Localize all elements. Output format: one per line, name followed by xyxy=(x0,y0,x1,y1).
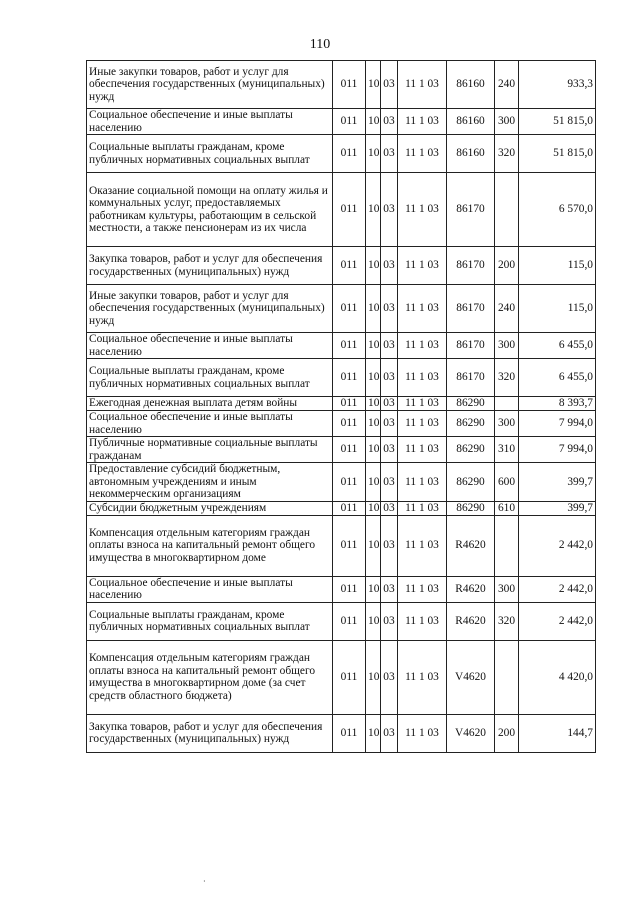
row-section: 10 xyxy=(366,463,381,502)
row-grbs: 011 xyxy=(333,437,366,463)
row-amount: 115,0 xyxy=(519,247,596,285)
table-row xyxy=(87,576,596,602)
row-target-article: 11 1 03 xyxy=(398,714,447,752)
row-section: 10 xyxy=(366,109,381,135)
row-subsection: 03 xyxy=(381,285,398,333)
row-target-article: 11 1 03 xyxy=(398,135,447,173)
row-section: 10 xyxy=(366,135,381,173)
row-article-code: V4620 xyxy=(447,714,495,752)
row-name: Ежегодная денежная выплата детям войны xyxy=(87,397,333,411)
row-expense-type: 320 xyxy=(495,359,519,397)
row-amount: 6 570,0 xyxy=(519,173,596,247)
table-row xyxy=(87,247,596,285)
table-row xyxy=(87,515,596,576)
row-grbs: 011 xyxy=(333,333,366,359)
row-expense-type: 320 xyxy=(495,135,519,173)
row-grbs: 011 xyxy=(333,359,366,397)
row-section: 10 xyxy=(366,714,381,752)
table-row xyxy=(87,61,596,109)
row-grbs: 011 xyxy=(333,576,366,602)
row-amount: 2 442,0 xyxy=(519,576,596,602)
row-amount: 144,7 xyxy=(519,714,596,752)
row-name: Закупка товаров, работ и услуг для обеспечения государственных (муниципальных) нужд xyxy=(87,714,333,752)
row-target-article: 11 1 03 xyxy=(398,359,447,397)
row-expense-type: 320 xyxy=(495,602,519,640)
row-target-article: 11 1 03 xyxy=(398,640,447,714)
row-expense-type: 300 xyxy=(495,109,519,135)
row-expense-type: 310 xyxy=(495,437,519,463)
row-name: Закупка товаров, работ и услуг для обеспечения государственных (муниципальных) нужд xyxy=(87,247,333,285)
row-subsection: 03 xyxy=(381,463,398,502)
row-name: Публичные нормативные социальные выплаты гражданам xyxy=(87,437,333,463)
row-target-article: 11 1 03 xyxy=(398,397,447,411)
table-row xyxy=(87,135,596,173)
row-target-article: 11 1 03 xyxy=(398,602,447,640)
row-name: Социальное обеспечение и иные выплаты населению xyxy=(87,411,333,437)
row-section: 10 xyxy=(366,61,381,109)
row-expense-type: 300 xyxy=(495,576,519,602)
row-expense-type: 240 xyxy=(495,285,519,333)
row-grbs: 011 xyxy=(333,714,366,752)
budget-table xyxy=(86,60,596,753)
row-name: Оказание социальной помощи на оплату жилья и коммунальных услуг, предоставляемых работникам культуры, работающим в сельской местности, а также пенсионерам из их числа xyxy=(87,173,333,247)
row-grbs: 011 xyxy=(333,463,366,502)
row-grbs: 011 xyxy=(333,411,366,437)
table-row xyxy=(87,285,596,333)
row-article-code: V4620 xyxy=(447,640,495,714)
table-row xyxy=(87,397,596,411)
row-subsection: 03 xyxy=(381,173,398,247)
table-row xyxy=(87,173,596,247)
row-target-article: 11 1 03 xyxy=(398,501,447,515)
row-section: 10 xyxy=(366,173,381,247)
row-subsection: 03 xyxy=(381,515,398,576)
row-expense-type xyxy=(495,397,519,411)
row-article-code: 86290 xyxy=(447,397,495,411)
row-grbs: 011 xyxy=(333,397,366,411)
row-target-article: 11 1 03 xyxy=(398,109,447,135)
row-article-code: 86290 xyxy=(447,501,495,515)
row-grbs: 011 xyxy=(333,640,366,714)
row-subsection: 03 xyxy=(381,501,398,515)
row-section: 10 xyxy=(366,515,381,576)
row-expense-type xyxy=(495,640,519,714)
row-name: Иные закупки товаров, работ и услуг для обеспечения государственных (муниципальных) нужд xyxy=(87,61,333,109)
row-subsection: 03 xyxy=(381,359,398,397)
row-amount: 115,0 xyxy=(519,285,596,333)
row-article-code: 86290 xyxy=(447,437,495,463)
stray-mark: · xyxy=(203,877,206,886)
row-subsection: 03 xyxy=(381,576,398,602)
row-article-code: R4620 xyxy=(447,576,495,602)
row-grbs: 011 xyxy=(333,135,366,173)
row-amount: 8 393,7 xyxy=(519,397,596,411)
table-row xyxy=(87,640,596,714)
row-amount: 7 994,0 xyxy=(519,411,596,437)
row-name: Социальное обеспечение и иные выплаты населению xyxy=(87,576,333,602)
row-expense-type: 300 xyxy=(495,333,519,359)
row-name: Социальное обеспечение и иные выплаты населению xyxy=(87,109,333,135)
row-name: Социальные выплаты гражданам, кроме публичных нормативных социальных выплат xyxy=(87,135,333,173)
row-section: 10 xyxy=(366,576,381,602)
row-article-code: 86160 xyxy=(447,61,495,109)
row-amount: 933,3 xyxy=(519,61,596,109)
row-amount: 2 442,0 xyxy=(519,602,596,640)
row-name: Социальное обеспечение и иные выплаты населению xyxy=(87,333,333,359)
row-section: 10 xyxy=(366,359,381,397)
table-row xyxy=(87,333,596,359)
row-name: Иные закупки товаров, работ и услуг для обеспечения государственных (муниципальных) нужд xyxy=(87,285,333,333)
row-name: Субсидии бюджетным учреждениям xyxy=(87,501,333,515)
row-subsection: 03 xyxy=(381,247,398,285)
row-amount: 51 815,0 xyxy=(519,135,596,173)
row-name: Социальные выплаты гражданам, кроме публичных нормативных социальных выплат xyxy=(87,359,333,397)
row-amount: 6 455,0 xyxy=(519,333,596,359)
row-grbs: 011 xyxy=(333,173,366,247)
table-row xyxy=(87,714,596,752)
table-row xyxy=(87,463,596,502)
row-expense-type: 200 xyxy=(495,714,519,752)
row-target-article: 11 1 03 xyxy=(398,173,447,247)
table-row xyxy=(87,602,596,640)
table-row xyxy=(87,501,596,515)
row-expense-type xyxy=(495,515,519,576)
row-amount: 2 442,0 xyxy=(519,515,596,576)
row-name: Компенсация отдельным категориям граждан оплаты взноса на капитальный ремонт общего имущества в многоквартирном доме xyxy=(87,515,333,576)
row-expense-type: 240 xyxy=(495,61,519,109)
row-section: 10 xyxy=(366,285,381,333)
row-amount: 51 815,0 xyxy=(519,109,596,135)
row-subsection: 03 xyxy=(381,411,398,437)
row-amount: 7 994,0 xyxy=(519,437,596,463)
row-subsection: 03 xyxy=(381,437,398,463)
row-article-code: 86160 xyxy=(447,135,495,173)
row-article-code: 86160 xyxy=(447,109,495,135)
row-target-article: 11 1 03 xyxy=(398,285,447,333)
row-grbs: 011 xyxy=(333,61,366,109)
table-row xyxy=(87,411,596,437)
row-article-code: 86170 xyxy=(447,333,495,359)
page-number: 110 xyxy=(309,37,331,52)
row-target-article: 11 1 03 xyxy=(398,576,447,602)
row-article-code: R4620 xyxy=(447,515,495,576)
row-expense-type: 610 xyxy=(495,501,519,515)
row-subsection: 03 xyxy=(381,714,398,752)
row-section: 10 xyxy=(366,333,381,359)
row-expense-type xyxy=(495,173,519,247)
row-article-code: 86170 xyxy=(447,359,495,397)
row-section: 10 xyxy=(366,247,381,285)
row-section: 10 xyxy=(366,501,381,515)
row-subsection: 03 xyxy=(381,135,398,173)
row-subsection: 03 xyxy=(381,333,398,359)
row-target-article: 11 1 03 xyxy=(398,411,447,437)
row-target-article: 11 1 03 xyxy=(398,515,447,576)
row-amount: 6 455,0 xyxy=(519,359,596,397)
table-row xyxy=(87,109,596,135)
row-grbs: 011 xyxy=(333,247,366,285)
row-section: 10 xyxy=(366,437,381,463)
row-expense-type: 200 xyxy=(495,247,519,285)
row-section: 10 xyxy=(366,602,381,640)
table-row xyxy=(87,437,596,463)
row-subsection: 03 xyxy=(381,109,398,135)
row-subsection: 03 xyxy=(381,397,398,411)
row-amount: 4 420,0 xyxy=(519,640,596,714)
row-expense-type: 300 xyxy=(495,411,519,437)
row-section: 10 xyxy=(366,397,381,411)
row-target-article: 11 1 03 xyxy=(398,333,447,359)
row-expense-type: 600 xyxy=(495,463,519,502)
row-grbs: 011 xyxy=(333,109,366,135)
row-amount: 399,7 xyxy=(519,501,596,515)
row-name: Предоставление субсидий бюджетным, автономным учреждениям и иным некоммерческим организациям xyxy=(87,463,333,502)
row-section: 10 xyxy=(366,411,381,437)
row-target-article: 11 1 03 xyxy=(398,463,447,502)
row-article-code: 86170 xyxy=(447,285,495,333)
row-grbs: 011 xyxy=(333,515,366,576)
row-name: Компенсация отдельным категориям граждан оплаты взноса на капитальный ремонт общего имущества в многоквартирном доме (за счет средств областного бюджета) xyxy=(87,640,333,714)
row-article-code: 86290 xyxy=(447,411,495,437)
row-article-code: 86290 xyxy=(447,463,495,502)
table-row xyxy=(87,359,596,397)
row-target-article: 11 1 03 xyxy=(398,61,447,109)
row-article-code: R4620 xyxy=(447,602,495,640)
row-grbs: 011 xyxy=(333,285,366,333)
row-section: 10 xyxy=(366,640,381,714)
row-amount: 399,7 xyxy=(519,463,596,502)
row-grbs: 011 xyxy=(333,602,366,640)
row-grbs: 011 xyxy=(333,501,366,515)
row-target-article: 11 1 03 xyxy=(398,247,447,285)
row-article-code: 86170 xyxy=(447,247,495,285)
row-target-article: 11 1 03 xyxy=(398,437,447,463)
row-subsection: 03 xyxy=(381,61,398,109)
row-subsection: 03 xyxy=(381,602,398,640)
row-article-code: 86170 xyxy=(447,173,495,247)
row-subsection: 03 xyxy=(381,640,398,714)
row-name: Социальные выплаты гражданам, кроме публичных нормативных социальных выплат xyxy=(87,602,333,640)
